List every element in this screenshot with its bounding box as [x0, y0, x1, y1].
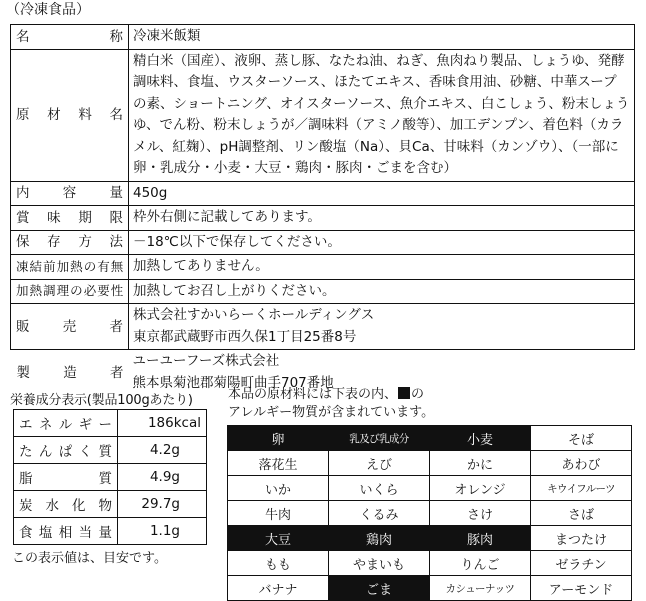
allergen-row [228, 526, 632, 551]
allergen-row [228, 576, 632, 601]
row-label-preheated: 凍結前加熱の有無 [11, 255, 129, 280]
table-row [11, 181, 635, 206]
nutrition-value: 186kcal [118, 410, 207, 437]
nutrition-label: エネルギー [14, 410, 118, 437]
row-value-storage: －18℃以下で保存してください。 [129, 230, 635, 255]
allergen-cell: 卵 [228, 426, 329, 451]
category-heading: （冷凍食品） [6, 2, 90, 18]
allergen-note-suffix: の [411, 387, 425, 402]
row-label-storage: 保 存 方 法 [11, 230, 129, 255]
allergen-note-text: 本品の原材料には下表の内、 [228, 387, 398, 402]
allergen-cell: さけ [430, 501, 531, 526]
table-row [14, 518, 207, 545]
table-row [14, 491, 207, 518]
nutrition-value: 1.1g [118, 518, 207, 545]
nutrition-label: 食塩相当量 [14, 518, 118, 545]
allergen-cell: さば [531, 501, 632, 526]
allergen-row [228, 451, 632, 476]
manufacturer-address: 熊本県菊池郡菊陽町曲手707番地 [132, 374, 334, 391]
row-label-heating: 加熱調理の必要性 [11, 279, 129, 304]
allergen-row [228, 426, 632, 451]
allergen-cell: キウイフルーツ [531, 476, 632, 501]
allergen-cell: 落花生 [228, 451, 329, 476]
allergen-row [228, 501, 632, 526]
table-row [11, 279, 635, 304]
nutrition-value: 29.7g [118, 491, 207, 518]
allergen-cell: いか [228, 476, 329, 501]
allergen-cell: オレンジ [430, 476, 531, 501]
row-value-heating: 加熱してお召し上がりください。 [129, 279, 635, 304]
table-row [11, 206, 635, 231]
table-row [11, 230, 635, 255]
table-row [11, 255, 635, 280]
nutrition-label: 脂 質 [14, 464, 118, 491]
allergen-cell: まつたけ [531, 526, 632, 551]
allergen-cell: アーモンド [531, 576, 632, 601]
allergen-cell: やまいも [329, 551, 430, 576]
allergen-cell: いくら [329, 476, 430, 501]
manufacturer-company: ユーユーフーズ株式会社 [132, 353, 280, 369]
seller-address: 東京都武蔵野市西久保1丁目25番8号 [133, 328, 357, 345]
allergen-cell: かに [430, 451, 531, 476]
allergen-row [228, 551, 632, 576]
black-square-icon [398, 387, 410, 399]
allergen-table [227, 425, 632, 601]
nutrition-value: 4.9g [118, 464, 207, 491]
seller-company: 株式会社すかいらーくホールディングス [133, 307, 375, 323]
row-value-name: 冷凍米飯類 [129, 25, 635, 50]
nutrition-value: 4.2g [118, 437, 207, 464]
allergen-cell: あわび [531, 451, 632, 476]
row-label-quantity: 内 容 量 [11, 181, 129, 206]
allergen-cell: 乳及び乳成分 [329, 426, 430, 451]
row-label-name: 名 称 [11, 25, 129, 50]
allergen-cell: もも [228, 551, 329, 576]
table-row [14, 437, 207, 464]
table-row [14, 464, 207, 491]
allergen-cell: バナナ [228, 576, 329, 601]
nutrition-note: この表示値は、目安です。 [12, 551, 167, 566]
table-row [11, 49, 635, 181]
allergen-note [228, 386, 434, 422]
row-label-manufacturer: 製 造 者 [16, 364, 124, 381]
allergen-cell: 豚肉 [430, 526, 531, 551]
nutrition-label: たんぱく質 [14, 437, 118, 464]
nutrition-label: 炭水化物 [14, 491, 118, 518]
row-value-seller [129, 304, 635, 350]
allergen-cell: 鶏肉 [329, 526, 430, 551]
product-label-table [10, 24, 635, 395]
allergen-cell: くるみ [329, 501, 430, 526]
nutrition-title: 栄養成分表示(製品100gあたり) [10, 393, 193, 408]
row-label-ingredients: 原 材 料 名 [11, 49, 129, 181]
allergen-cell: 牛肉 [228, 501, 329, 526]
row-label-best-before: 賞 味 期 限 [11, 206, 129, 231]
table-row [14, 410, 207, 437]
allergen-cell: えび [329, 451, 430, 476]
table-row [11, 304, 635, 350]
row-value-ingredients: 精白米（国産）、液卵、蒸し豚、なたね油、ねぎ、魚肉ねり製品、しょうゆ、発酵調味料、食塩、ウスターソース、ほたてエキス、香味食用油、砂糖、中華スープの素、ショートニング、オイスターソース、魚介エキス、白こしょう、粉末しょうゆ、でん粉、粉末しょうが／調味料（アミノ酸等）、加工デンプン、着色料（カラメル、紅麹）、pH調整剤、リン酸塩（Na）、貝Ca、甘味料（カンゾウ）、（一部に卵・乳成分・小麦・大豆・鶏肉・豚肉・ごまを含む） [129, 49, 635, 181]
row-label-seller: 販 売 者 [11, 304, 129, 350]
row-value-best-before: 枠外右側に記載してあります。 [129, 206, 635, 231]
table-row [11, 25, 635, 50]
allergen-cell: りんご [430, 551, 531, 576]
row-value-preheated: 加熱してありません。 [129, 255, 635, 280]
allergen-cell: ごま [329, 576, 430, 601]
row-value-quantity: 450g [129, 181, 635, 206]
allergen-note-line2: アレルギー物質が含まれています。 [228, 405, 435, 420]
allergen-cell: そば [531, 426, 632, 451]
allergen-cell: ゼラチン [531, 551, 632, 576]
nutrition-table [13, 409, 207, 545]
allergen-cell: 大豆 [228, 526, 329, 551]
allergen-row [228, 476, 632, 501]
allergen-cell: カシューナッツ [430, 576, 531, 601]
allergen-cell: 小麦 [430, 426, 531, 451]
